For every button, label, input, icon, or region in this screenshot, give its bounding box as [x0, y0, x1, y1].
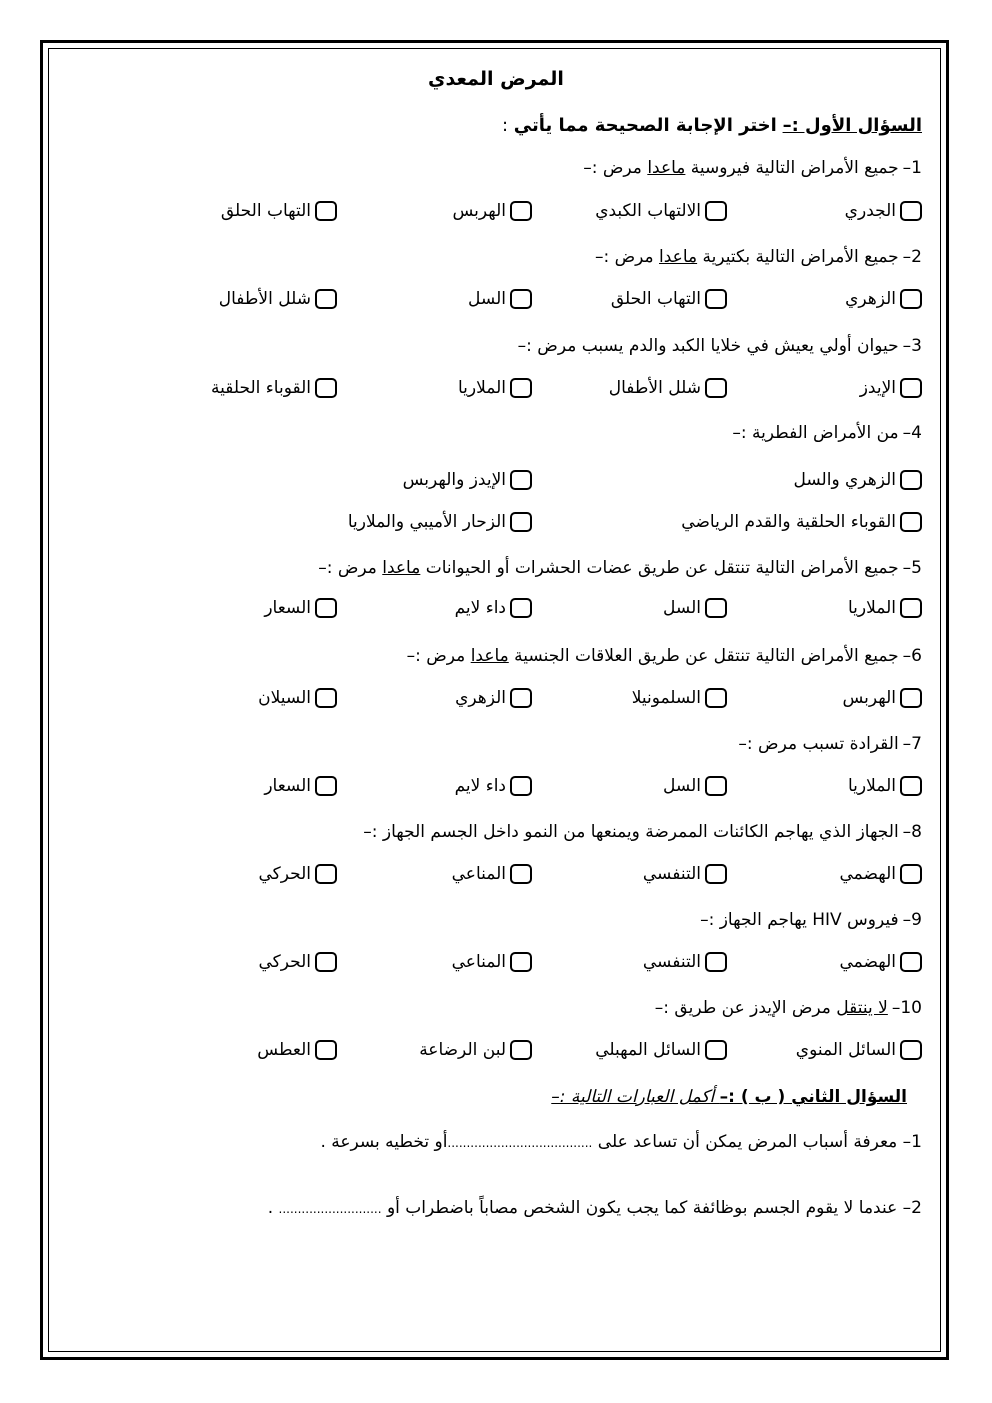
question-keyword: ماعدا — [382, 558, 421, 578]
question-number: 2– — [902, 247, 922, 267]
section2-heading — [551, 1087, 907, 1107]
checkbox[interactable] — [900, 688, 922, 708]
option-label: الإيدز والهربس — [402, 470, 506, 490]
option-3-4[interactable] — [142, 378, 337, 398]
question-number: 6– — [902, 646, 922, 666]
checkbox[interactable] — [705, 864, 727, 884]
question-keyword: ماعدا — [470, 646, 509, 666]
options-row — [142, 289, 922, 309]
question-9 — [700, 910, 922, 930]
question-text: من الأمراض الفطرية :– — [732, 423, 899, 443]
question-number: 4– — [902, 423, 922, 443]
option-5-1[interactable] — [727, 598, 922, 618]
option-label: المناعي — [451, 952, 506, 972]
checkbox[interactable] — [900, 289, 922, 309]
option-5-3[interactable] — [337, 598, 532, 618]
option-6-3[interactable] — [337, 688, 532, 708]
options-row — [142, 952, 922, 972]
section1-colon: : — [501, 115, 514, 136]
option-label: السلمونيلا — [631, 688, 701, 708]
option-label: التنفسي — [642, 864, 701, 884]
option-label: داء لايم — [454, 776, 506, 796]
question-text: جميع الأمراض التالية فيروسية — [685, 158, 899, 178]
question-suffix: مرض :– — [318, 558, 383, 578]
option-label: الإيدز — [859, 378, 896, 398]
option-label: القوباء الحلقية — [211, 378, 311, 398]
option-10-4[interactable] — [142, 1040, 337, 1060]
option-label: السيلان — [258, 688, 311, 708]
option-label: الهضمي — [839, 952, 896, 972]
option-7-3[interactable] — [337, 776, 532, 796]
checkbox[interactable] — [315, 776, 337, 796]
option-label: الحركي — [258, 952, 311, 972]
option-9-1[interactable] — [727, 952, 922, 972]
checkbox[interactable] — [705, 688, 727, 708]
question-number: 8– — [902, 822, 922, 842]
option-5-4[interactable] — [142, 598, 337, 618]
option-10-2[interactable] — [532, 1040, 727, 1060]
page-title: المرض المعدي — [428, 68, 564, 90]
checkbox[interactable] — [315, 289, 337, 309]
option-label: التنفسي — [642, 952, 701, 972]
option-label: الملاريا — [458, 378, 506, 398]
option-4-4[interactable] — [142, 512, 532, 532]
option-4-1[interactable] — [532, 470, 922, 490]
option-label: السعار — [264, 598, 311, 618]
option-label: الهربس — [452, 201, 506, 221]
options-row — [142, 470, 922, 490]
fill-item-1-end: أو تخطيه بسرعة . — [320, 1132, 448, 1152]
option-label: المناعي — [451, 864, 506, 884]
option-label: القوباء الحلقية والقدم الرياضي — [681, 512, 896, 532]
option-9-2[interactable] — [532, 952, 727, 972]
option-2-4[interactable] — [142, 289, 337, 309]
option-label: السل — [663, 598, 701, 618]
option-4-2[interactable] — [142, 470, 532, 490]
checkbox[interactable] — [705, 201, 727, 221]
option-label: السل — [663, 776, 701, 796]
checkbox[interactable] — [510, 776, 532, 796]
option-label: السل — [468, 289, 506, 309]
checkbox[interactable] — [900, 470, 922, 490]
option-7-4[interactable] — [142, 776, 337, 796]
option-label: الهضمي — [839, 864, 896, 884]
question-suffix: مرض الإيدز عن طريق :– — [654, 998, 837, 1018]
checkbox[interactable] — [510, 952, 532, 972]
option-label: العطس — [257, 1040, 311, 1060]
option-1-4[interactable] — [142, 201, 337, 221]
option-1-1[interactable] — [727, 201, 922, 221]
options-row — [142, 378, 922, 398]
option-label: شلل الأطفال — [608, 378, 701, 398]
option-2-3[interactable] — [337, 289, 532, 309]
option-label: الزهري — [845, 289, 896, 309]
option-2-2[interactable] — [532, 289, 727, 309]
option-label: التهاب الحلق — [610, 289, 701, 309]
option-6-2[interactable] — [532, 688, 727, 708]
option-8-4[interactable] — [142, 864, 337, 884]
question-8 — [363, 822, 922, 842]
checkbox[interactable] — [510, 688, 532, 708]
option-label: الزهري — [455, 688, 506, 708]
question-suffix: مرض :– — [594, 247, 660, 267]
section1-heading — [502, 115, 922, 136]
options-row — [142, 201, 922, 221]
question-number: 3– — [902, 336, 922, 356]
checkbox[interactable] — [315, 201, 337, 221]
question-1 — [583, 158, 922, 178]
section1-instruction: اختر الإجابة الصحيحة مما يأتي — [513, 115, 777, 136]
fill-item-2-end: . — [267, 1198, 279, 1218]
checkbox[interactable] — [315, 1040, 337, 1060]
section1-label: السؤال الأول :– — [782, 115, 922, 136]
option-1-3[interactable] — [337, 201, 532, 221]
question-suffix: مرض :– — [406, 646, 471, 666]
option-label: الزحار الأميبي والملاريا — [347, 512, 506, 532]
option-8-2[interactable] — [532, 864, 727, 884]
options-row — [142, 512, 922, 532]
option-9-3[interactable] — [337, 952, 532, 972]
question-number: 5– — [902, 558, 922, 578]
checkbox[interactable] — [900, 201, 922, 221]
option-3-2[interactable] — [532, 378, 727, 398]
question-text: الجهاز الذي يهاجم الكائنات الممرضة ويمنعها من النمو داخل الجسم الجهاز :– — [363, 822, 899, 842]
question-keyword: لا ينتقل — [836, 998, 888, 1018]
question-text: جميع الأمراض التالية تنتقل عن طريق عضات الحشرات أو الحيوانات — [420, 558, 899, 578]
checkbox[interactable] — [315, 952, 337, 972]
option-label: الملاريا — [848, 598, 896, 618]
checkbox[interactable] — [900, 776, 922, 796]
options-row — [142, 864, 922, 884]
question-suffix: مرض :– — [583, 158, 648, 178]
option-10-3[interactable] — [337, 1040, 532, 1060]
options-row — [142, 598, 922, 618]
question-number: 10– — [891, 998, 922, 1018]
checkbox[interactable] — [510, 598, 532, 618]
checkbox[interactable] — [705, 1040, 727, 1060]
checkbox[interactable] — [900, 864, 922, 884]
option-1-2[interactable] — [532, 201, 727, 221]
question-4 — [732, 423, 922, 443]
checkbox[interactable] — [705, 952, 727, 972]
question-text: القرادة تسبب مرض :– — [738, 734, 899, 754]
checkbox[interactable] — [510, 512, 532, 532]
checkbox[interactable] — [510, 1040, 532, 1060]
option-5-2[interactable] — [532, 598, 727, 618]
question-5 — [318, 558, 922, 578]
checkbox[interactable] — [900, 378, 922, 398]
checkbox[interactable] — [510, 864, 532, 884]
option-label: شلل الأطفال — [218, 289, 311, 309]
option-label: لبن الرضاعة — [419, 1040, 506, 1060]
checkbox[interactable] — [705, 378, 727, 398]
checkbox[interactable] — [510, 378, 532, 398]
checkbox[interactable] — [315, 598, 337, 618]
question-7 — [738, 734, 922, 754]
fill-blank-2[interactable]: ........................... — [278, 1202, 382, 1216]
question-number: 7– — [902, 734, 922, 754]
option-8-1[interactable] — [727, 864, 922, 884]
checkbox[interactable] — [315, 688, 337, 708]
checkbox[interactable] — [900, 598, 922, 618]
option-7-1[interactable] — [727, 776, 922, 796]
option-6-1[interactable] — [727, 688, 922, 708]
section2-instruction: أكمل العبارات التالية :– — [551, 1087, 720, 1107]
checkbox[interactable] — [705, 776, 727, 796]
question-number: 9– — [902, 910, 922, 930]
checkbox[interactable] — [900, 512, 922, 532]
option-label: التهاب الحلق — [220, 201, 311, 221]
option-3-1[interactable] — [727, 378, 922, 398]
option-label: الالتهاب الكبدي — [595, 201, 701, 221]
option-8-3[interactable] — [337, 864, 532, 884]
option-4-3[interactable] — [532, 512, 922, 532]
options-row — [142, 688, 922, 708]
option-2-1[interactable] — [727, 289, 922, 309]
question-10 — [655, 998, 922, 1018]
option-label: السعار — [264, 776, 311, 796]
option-label: داء لايم — [454, 598, 506, 618]
fill-item-2 — [268, 1198, 922, 1218]
question-keyword: ماعدا — [647, 158, 686, 178]
checkbox[interactable] — [510, 470, 532, 490]
checkbox[interactable] — [900, 1040, 922, 1060]
option-9-4[interactable] — [142, 952, 337, 972]
question-text: جميع الأمراض التالية تنتقل عن طريق العلاقات الجنسية — [508, 646, 899, 666]
option-label: الزهري والسل — [793, 470, 896, 490]
checkbox[interactable] — [705, 289, 727, 309]
option-label: السائل المهبلي — [595, 1040, 701, 1060]
checkbox[interactable] — [510, 201, 532, 221]
option-label: السائل المنوي — [795, 1040, 896, 1060]
option-10-1[interactable] — [727, 1040, 922, 1060]
section2-label: السؤال الثاني ( ب ) :– — [719, 1087, 907, 1107]
option-3-3[interactable] — [337, 378, 532, 398]
options-row — [142, 776, 922, 796]
question-keyword: ماعدا — [659, 247, 698, 267]
option-label: الهربس — [842, 688, 896, 708]
option-7-2[interactable] — [532, 776, 727, 796]
question-text: حيوان أولي يعيش في خلايا الكبد والدم يسبب مرض :– — [517, 336, 899, 356]
fill-item-1 — [320, 1132, 922, 1152]
option-label: الملاريا — [848, 776, 896, 796]
checkbox[interactable] — [315, 864, 337, 884]
options-row — [142, 1040, 922, 1060]
option-label: الجدري — [844, 201, 896, 221]
question-number: 1– — [902, 158, 922, 178]
question-6 — [407, 646, 922, 666]
question-text: فيروس HIV يهاجم الجهاز :– — [700, 910, 899, 930]
fill-item-2-text: 2– عندما لا يقوم الجسم بوظائفة كما يجب يكون الشخص مصاباً باضطراب أو — [381, 1198, 922, 1218]
checkbox[interactable] — [705, 598, 727, 618]
checkbox[interactable] — [315, 378, 337, 398]
question-text: جميع الأمراض التالية بكتيرية — [697, 247, 899, 267]
checkbox[interactable] — [900, 952, 922, 972]
question-2 — [595, 247, 922, 267]
fill-item-1-text: 1– معرفة أسباب المرض يمكن أن تساعد على — [592, 1132, 922, 1152]
checkbox[interactable] — [510, 289, 532, 309]
option-label: الحركي — [258, 864, 311, 884]
option-6-4[interactable] — [142, 688, 337, 708]
fill-blank-1[interactable]: ...................................... — [447, 1136, 593, 1150]
question-3 — [518, 336, 922, 356]
